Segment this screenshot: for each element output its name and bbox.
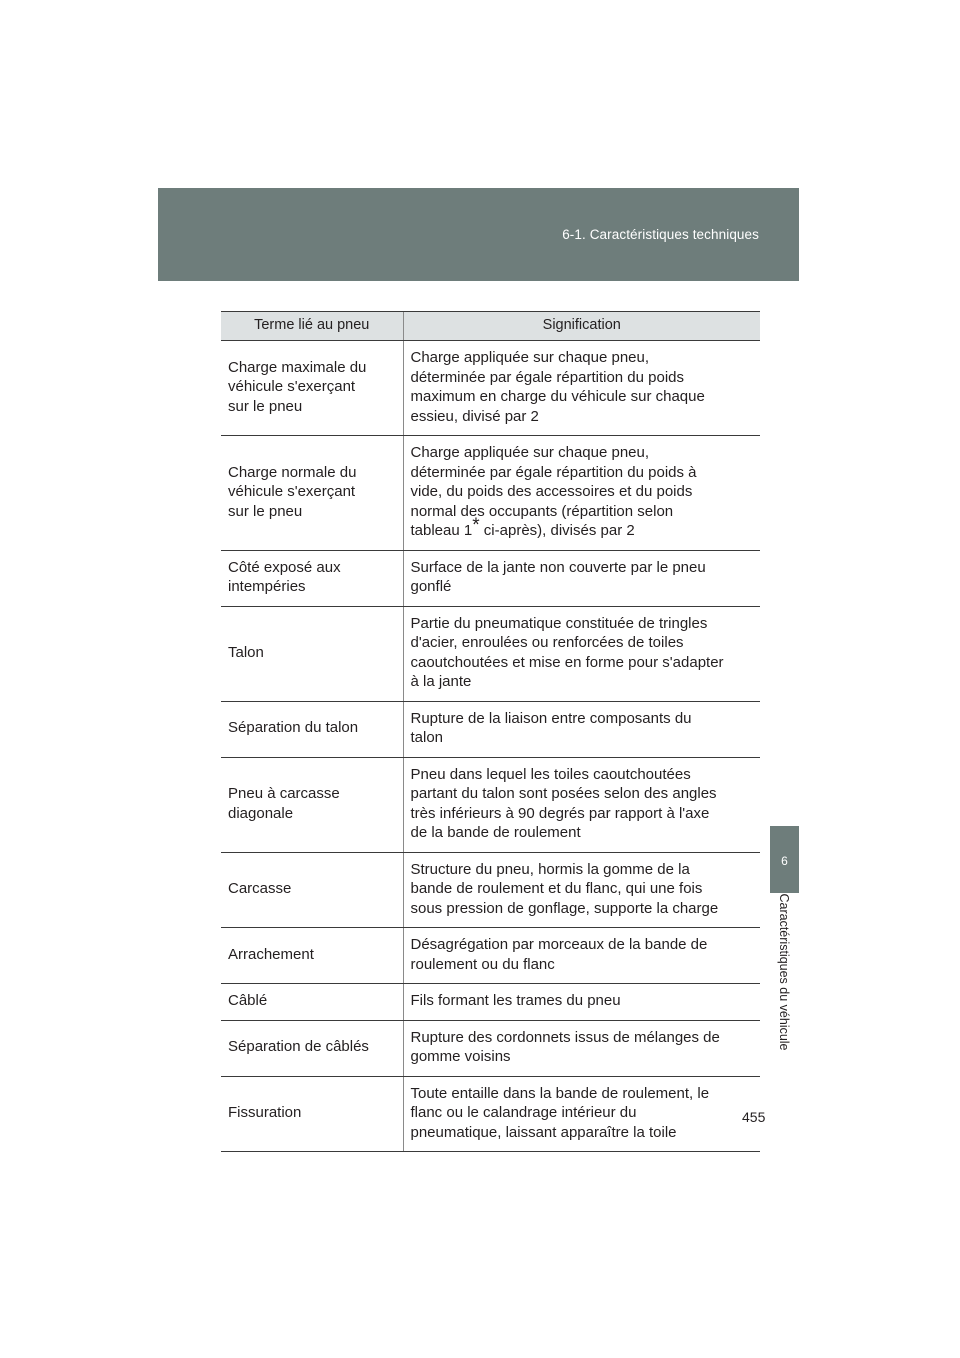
- chapter-number: 6: [781, 854, 788, 868]
- chapter-title: Caractéristiques du véhicule: [777, 893, 791, 1051]
- meaning-cell: Charge appliquée sur chaque pneu, déterminée par égale répartition du poids à vide, du poids des accessoires et du poids normal des occupants (répartition selon tableau 1* ci-après), divisés par 2: [403, 436, 760, 551]
- table-row: [221, 757, 760, 852]
- meaning-cell: Rupture des cordonnets issus de mélanges de gomme voisins: [403, 1020, 760, 1076]
- table-row: [221, 701, 760, 757]
- meaning-cell: Pneu dans lequel les toiles caoutchoutées partant du talon sont posées selon des angles très inférieurs à 90 degrés par rapport à l'axe de la bande de roulement: [403, 757, 760, 852]
- meaning-cell: Partie du pneumatique constituée de tringles d'acier, enroulées ou renforcées de toiles caoutchoutées et mise en forme pour s'adapter à la jante: [403, 606, 760, 701]
- table-header-row: [221, 312, 760, 341]
- table-row: [221, 1020, 760, 1076]
- column-header-meaning: Signification: [403, 312, 760, 341]
- page-number: 455: [742, 1109, 766, 1125]
- table-row: [221, 984, 760, 1021]
- table-row: [221, 550, 760, 606]
- meaning-cell: Surface de la jante non couverte par le pneu gonflé: [403, 550, 760, 606]
- term-cell: Séparation du talon: [221, 701, 403, 757]
- meaning-cell: Toute entaille dans la bande de roulement, le flanc ou le calandrage intérieur du pneumatique, laissant apparaître la toile: [403, 1076, 760, 1152]
- meaning-cell: Fils formant les trames du pneu: [403, 984, 760, 1021]
- chapter-tab: [770, 826, 799, 893]
- tire-terms-table: [221, 311, 760, 1152]
- term-cell: Talon: [221, 606, 403, 701]
- section-title: 6-1. Caractéristiques techniques: [562, 227, 759, 242]
- footnote-marker: *: [472, 515, 480, 536]
- table-row: [221, 1076, 760, 1152]
- table-row: [221, 436, 760, 551]
- term-cell: Charge normale du véhicule s'exerçant sur le pneu: [221, 436, 403, 551]
- table-row: [221, 928, 760, 984]
- meaning-cell: Désagrégation par morceaux de la bande de roulement ou du flanc: [403, 928, 760, 984]
- table-row: [221, 341, 760, 436]
- term-cell: Séparation de câblés: [221, 1020, 403, 1076]
- term-cell: Côté exposé aux intempéries: [221, 550, 403, 606]
- table-row: [221, 852, 760, 928]
- column-header-term: Terme lié au pneu: [221, 312, 403, 341]
- term-cell: Charge maximale du véhicule s'exerçant sur le pneu: [221, 341, 403, 436]
- term-cell: Carcasse: [221, 852, 403, 928]
- section-header-band: [158, 188, 799, 281]
- term-cell: Fissuration: [221, 1076, 403, 1152]
- table-row: [221, 606, 760, 701]
- meaning-cell: Structure du pneu, hormis la gomme de la bande de roulement et du flanc, qui une fois sous pression de gonflage, supporte la charge: [403, 852, 760, 928]
- term-cell: Pneu à carcasse diagonale: [221, 757, 403, 852]
- term-cell: Arrachement: [221, 928, 403, 984]
- term-cell: Câblé: [221, 984, 403, 1021]
- meaning-cell: Rupture de la liaison entre composants du talon: [403, 701, 760, 757]
- meaning-cell: Charge appliquée sur chaque pneu, déterminée par égale répartition du poids maximum en charge du véhicule sur chaque essieu, divisé par 2: [403, 341, 760, 436]
